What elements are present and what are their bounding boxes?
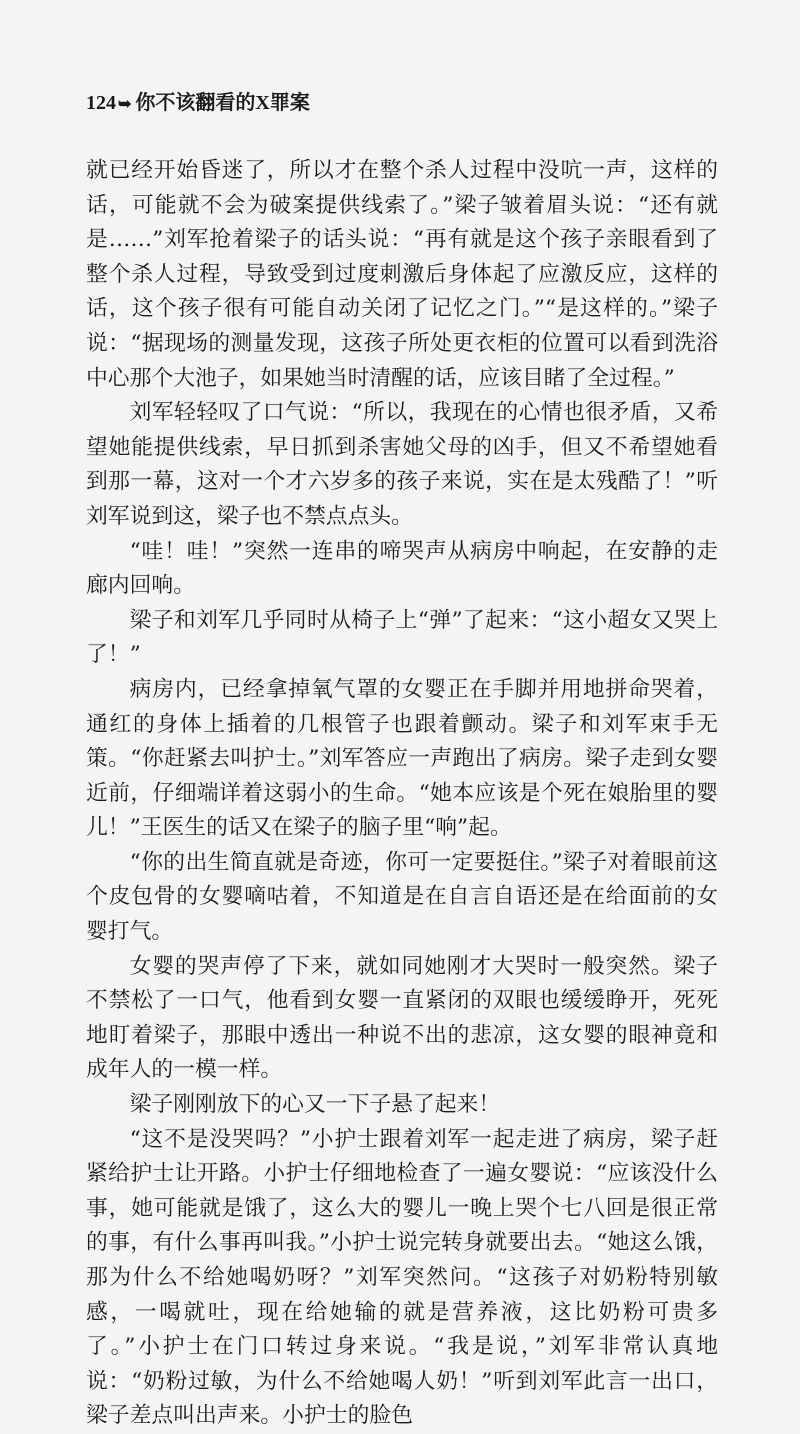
paragraph: 女婴的哭声停了下来，就如同她刚才大哭时一般突然。梁子不禁松了一口气，他看到女婴一直紧闭的双眼也缓缓睁开，死死地盯着梁子，那眼中透出一种说不出的悲凉，这女婴的眼神竟和成年人的一模一样。 (86, 953, 718, 1083)
paragraph: 梁子刚刚放下的心又一下子悬了起来！ (129, 1092, 501, 1118)
paragraph: “你的出生简直就是奇迹，你可一定要挺住。”梁子对着眼前这个皮包骨的女婴嘀咕着，不知道是在自言自语还是在给面前的女婴打气。 (86, 849, 718, 945)
body-text (86, 154, 718, 1434)
book-title-suffix: 罪案 (269, 90, 310, 114)
paragraph: 梁子和刘军几乎同时从椅子上“弹”了起来：“这小超女又哭上了！” (86, 607, 718, 668)
paragraph: 就已经开始昏迷了，所以才在整个杀人过程中没吭一声，这样的话，可能就不会为破案提供线索了。”梁子皱着眉头说：“还有就是……”刘军抢着梁子的话头说：“再有就是这个孩子亲眼看到了整个杀人过程，导致受到过度刺激后身体起了应激反应，这样的话，这个孩子很有可能自动关闭了记忆之门。”“是这样的。”梁子说：“据现场的测量发现，这孩子所处更衣柜的位置可以看到洗浴中心那个大池子，如果她当时清醒的话，应该目睹了全过程。” (86, 158, 718, 391)
book-title-x: X (255, 92, 270, 114)
book-title-prefix: 你不该翻看的 (135, 90, 256, 114)
running-header (86, 86, 310, 115)
paragraph: “哇！哇！”突然一连串的啼哭声从病房中响起，在安静的走廊内回响。 (86, 538, 718, 599)
paragraph: “这不是没哭吗？”小护士跟着刘军一起走进了病房，梁子赶紧给护士让开路。小护士仔细地检查了一遍女婴说：“应该没什么事，她可能就是饿了，这么大的婴儿一晚上哭个七八回是很正常的事，有什么事再叫我。”小护士说完转身就要出去。“她这么饿，那为什么不给她喝奶呀？”刘军突然问。“这孩子对奶粉特别敏感，一喝就吐，现在给她输的就是营养液，这比奶粉可贵多了。”小护士在门口转过身来说。“我是说，”刘军非常认真地说：“奶粉过敏，为什么不给她喝人奶！”听到刘军此言一出口，梁子差点叫出声来。小护士的脸色 (86, 1126, 718, 1429)
paragraph: 病房内，已经拿掉氧气罩的女婴正在手脚并用地拼命哭着，通红的身体上插着的几根管子也跟着颤动。梁子和刘军束手无策。“你赶紧去叫护士。”刘军答应一声跑出了病房。梁子走到女婴近前，仔细端详着这弱小的生命。“她本应该是个死在娘胎里的婴儿！”王医生的话又在梁子的脑子里“响”起。 (86, 676, 718, 841)
paragraph: 刘军轻轻叹了口气说：“所以，我现在的心情也很矛盾，又希望她能提供线索，早日抓到杀害她父母的凶手，但又不希望她看到那一幕，这对一个才六岁多的孩子来说，实在是太残酷了！”听刘军说到这，梁子也不禁点点头。 (86, 400, 718, 529)
arrow-icon: ➥ (118, 94, 132, 113)
page-number: 124 (86, 92, 116, 114)
